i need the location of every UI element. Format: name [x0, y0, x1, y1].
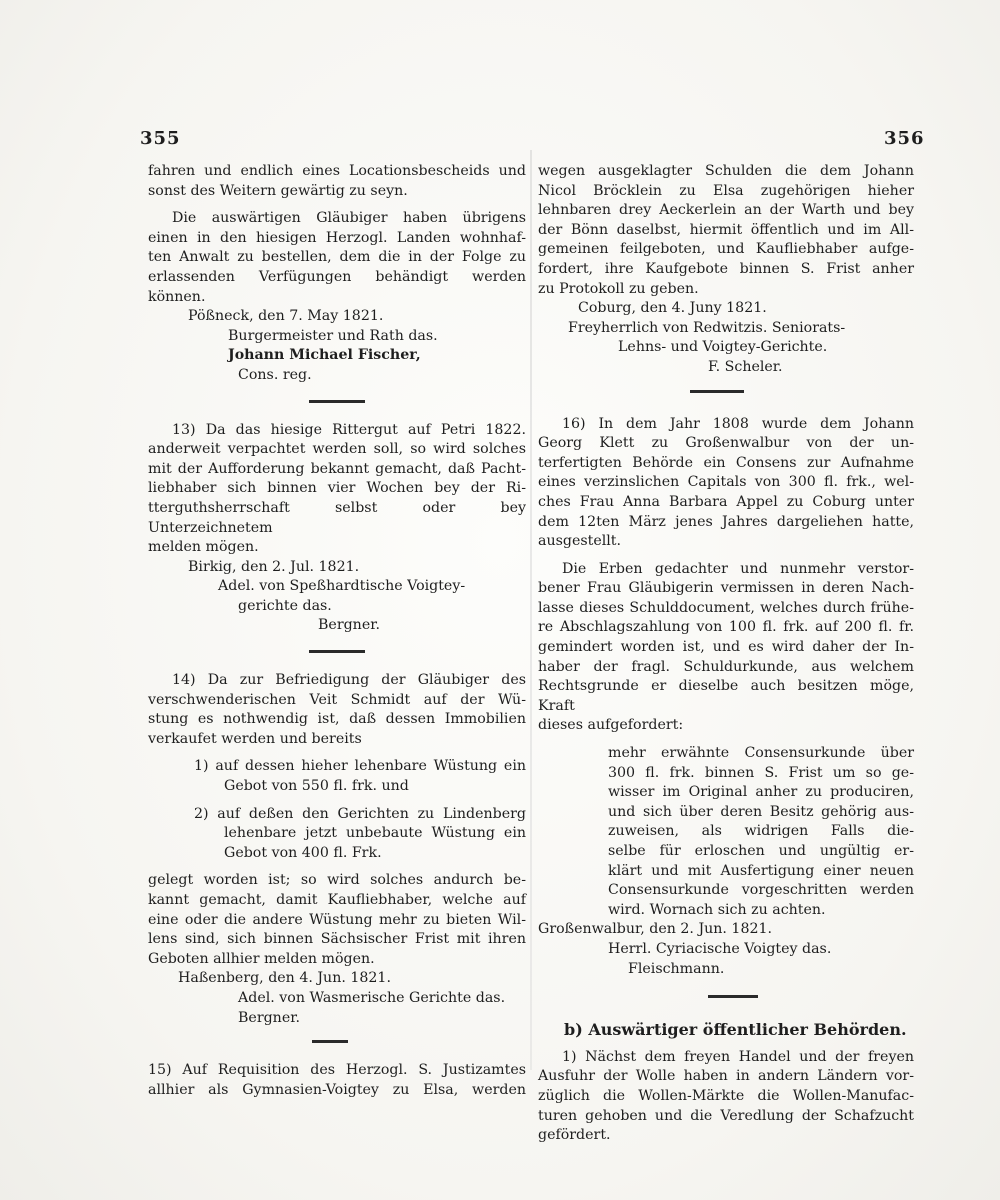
signature-line: Cons. reg. [238, 366, 312, 383]
text-line: lehnbaren drey Aeckerlein an der Warth und bey [538, 202, 914, 219]
text-line: mit der Aufforderung bekannt gemacht, daß Pacht- [148, 460, 526, 477]
text-line: 13) Da das hiesige Rittergut auf Petri 1822. [172, 421, 526, 438]
text-line: tterguthsherrschaft selbst oder bey Unterzeichnetem [148, 499, 526, 536]
text-line: lasse dieses Schulddocument, welches durch frühe- [538, 599, 914, 616]
text-line: lens sind, sich binnen Sächsischer Frist mit ihren [148, 931, 526, 948]
signature-line: Burgermeister und Rath das. [228, 327, 438, 344]
text-line: Geboten allhier melden mögen. [148, 950, 375, 967]
list-item: 2) auf deßen den Gerichten zu Lindenberg [194, 805, 526, 822]
text-line: Georg Klett zu Großenwalbur von der un- [538, 435, 914, 452]
section-heading: b) Auswärtiger öffentlicher Behörden. [564, 1020, 907, 1040]
text-line: allhier als Gymnasien-Voigtey zu Elsa, werden [148, 1081, 526, 1098]
text-line: Nicol Bröcklein zu Elsa zugehörigen hieher [538, 182, 914, 199]
text-line: haber der fragl. Schuldurkunde, aus welchem [538, 658, 914, 675]
text-line: gemindert worden ist, und es wird daher der In- [538, 639, 914, 656]
text-line: verkaufet werden und bereits [148, 730, 362, 747]
text-line: verschwenderischen Veit Schmidt auf der Wü- [148, 691, 526, 708]
text-line: der Bönn daselbst, hiermit öffentlich und im All- [538, 221, 914, 238]
text-line: 300 fl. frk. binnen S. Frist um so ge- [608, 764, 914, 781]
text-line: Die auswärtigen Gläubiger haben übrigens [172, 210, 526, 227]
text-line: Rechtsgrunde er dieselbe auch besitzen möge, Kraft [538, 678, 914, 714]
place-date: Haßenberg, den 4. Jun. 1821. [178, 970, 391, 987]
signature-line: Freyherrlich von Redwitzis. Seniorats- [568, 319, 846, 336]
place-date: Coburg, den 4. Juny 1821. [578, 300, 767, 317]
list-item: 1) auf dessen hieher lehenbare Wüstung ein [194, 758, 526, 775]
separator-rule [309, 400, 365, 403]
text-line: ches Frau Anna Barbara Appel zu Coburg unter [538, 493, 914, 510]
separator-rule [708, 995, 758, 998]
separator-rule [312, 1040, 348, 1043]
text-line: ausgestellt. [538, 533, 622, 550]
text-line: re Abschlagszahlung von 100 fl. frk. auf 200 fl. fr. [538, 619, 914, 636]
list-item: Gebot von 550 fl. frk. und [224, 778, 409, 795]
page-number-left: 355 [140, 128, 181, 149]
place-date: Großenwalbur, den 2. Jun. 1821. [538, 921, 773, 938]
signature-name: Bergner. [318, 617, 380, 634]
list-item: lehenbare jetzt unbebaute Wüstung ein [224, 825, 526, 842]
text-line: 15) Auf Requisition des Herzogl. S. Justizamtes [148, 1062, 526, 1079]
text-line: zu Protokoll zu geben. [538, 280, 699, 297]
signature-line: Adel. von Speßhardtische Voigtey- [218, 578, 466, 595]
text-line: Die Erben gedachter und nunmehr verstor- [562, 560, 914, 577]
text-line: wegen ausgeklagter Schulden die dem Johann [538, 163, 914, 179]
page-number-right: 356 [884, 128, 925, 149]
text-line: wird. Wornach sich zu achten. [608, 901, 826, 918]
signature-name: F. Scheler. [708, 358, 783, 375]
signature-line: Adel. von Wasmerische Gerichte das. [238, 989, 506, 1006]
text-line: zuweisen, als widrigen Falls die- [608, 823, 914, 840]
left-column [148, 162, 526, 1100]
separator-rule [309, 650, 365, 653]
signature-line: Lehns- und Voigtey-Gerichte. [618, 339, 828, 356]
place-date: Birkig, den 2. Jul. 1821. [188, 558, 360, 575]
text-line: bener Frau Gläubigerin vermissen in deren Nach- [538, 580, 914, 597]
list-item: Gebot von 400 fl. Frk. [224, 844, 382, 861]
signature-line: gerichte das. [238, 597, 332, 614]
text-line: erlassenden Verfügungen behändigt werden können. [148, 268, 526, 305]
text-line: sonst des Weitern gewärtig zu seyn. [148, 182, 408, 199]
right-column [538, 162, 914, 1146]
text-line: mehr erwähnte Consensurkunde über [608, 745, 914, 762]
text-line: züglich die Wollen-Märkte die Wollen-Manufac- [538, 1087, 914, 1104]
text-line: liebhaber sich binnen vier Wochen bey der Ri- [148, 480, 526, 497]
text-line: 14) Da zur Befriedigung der Gläubiger des [172, 672, 526, 689]
text-line: anderweit verpachtet werden soll, so wird solches [148, 441, 526, 458]
column-gutter [530, 150, 532, 1070]
signature-line: Herrl. Cyriacische Voigtey das. [608, 940, 832, 957]
text-line: eine oder die andere Wüstung mehr zu bieten Wil- [148, 911, 526, 928]
text-line: stung es nothwendig ist, daß dessen Immobilien [148, 711, 526, 728]
text-line: gemeinen feilgeboten, und Kaufliebhaber aufge- [538, 241, 914, 258]
text-line: wisser im Original anher zu produciren, [608, 784, 914, 801]
text-line: melden mögen. [148, 539, 259, 556]
text-line: gefördert. [538, 1127, 611, 1144]
text-line: eines verzinslichen Capitals von 300 fl. frk., wel- [538, 474, 914, 491]
place-date: Pößneck, den 7. May 1821. [188, 308, 384, 325]
separator-rule [690, 390, 744, 393]
text-line: kannt gemacht, damit Kaufliebhaber, welche auf [148, 892, 526, 908]
text-line: gelegt worden ist; so wird solches andurch be- [148, 872, 526, 889]
text-line: terfertigten Behörde ein Consens zur Aufnahme [538, 454, 914, 471]
signature-name: Bergner. [238, 1009, 300, 1026]
text-line: 1) Nächst dem freyen Handel und der freyen [562, 1048, 914, 1065]
text-line: klärt und mit Ausfertigung einer neuen [608, 862, 914, 879]
signature-name: Johann Michael Fischer, [228, 347, 421, 364]
text-line: dieses aufgefordert: [538, 717, 684, 734]
text-line: 16) In dem Jahr 1808 wurde dem Johann [562, 415, 914, 432]
text-line: und sich über deren Besitz gehörig aus- [608, 803, 914, 820]
text-line: einen in den hiesigen Herzogl. Landen wohnhaf- [148, 229, 526, 246]
signature-name: Fleischmann. [628, 960, 725, 977]
text-line: selbe für erloschen und ungültig er- [608, 843, 914, 859]
text-line: ten Anwalt zu bestellen, dem die in der Folge zu [148, 249, 526, 266]
text-line: dem 12ten März jenes Jahres dargeliehen hatte, [538, 513, 914, 530]
text-line: fahren und endlich eines Locationsbescheids und [148, 163, 526, 179]
text-line: fordert, ihre Kaufgebote binnen S. Frist anher [538, 260, 914, 277]
text-line: turen gehoben und die Veredlung der Schafzucht [538, 1107, 914, 1124]
text-line: Ausfuhr der Wolle haben in andern Ländern vor- [538, 1068, 914, 1085]
text-line: Consensurkunde vorgeschritten werden [608, 882, 914, 899]
